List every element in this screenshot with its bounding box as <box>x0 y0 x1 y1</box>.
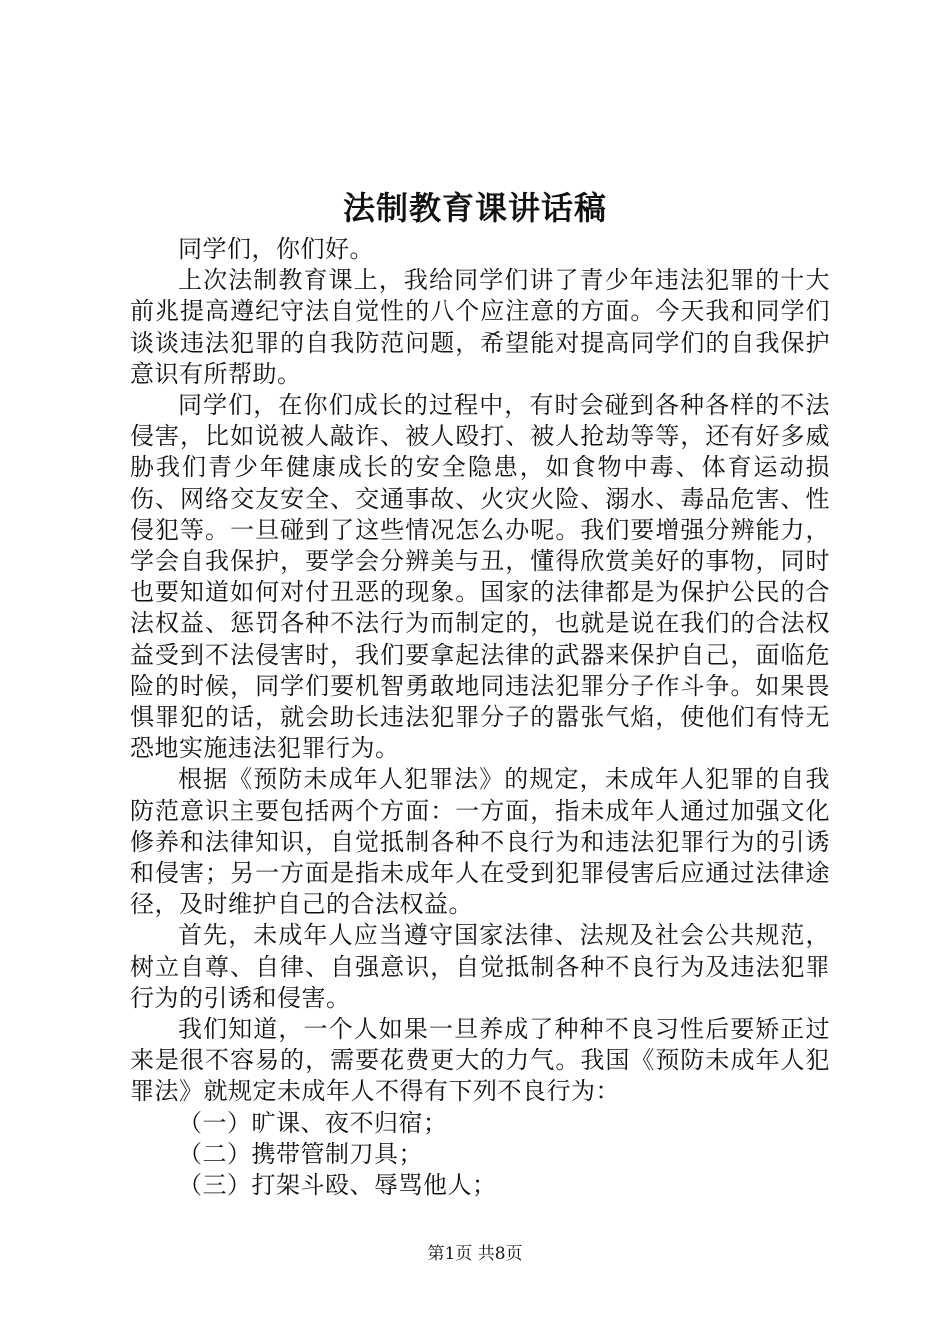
paragraph: 上次法制教育课上，我给同学们讲了青少年违法犯罪的十大前兆提高遵纪守法自觉性的八个应注意的方面。今天我和同学们谈谈违法犯罪的自我防范问题，希望能对提高同学们的自我保护意识有所帮助。 <box>130 266 830 388</box>
paragraph-greeting: 同学们，你们好。 <box>178 235 374 263</box>
paragraph: 首先，未成年人应当遵守国家法律、法规及社会公共规范，树立自尊、自律、自强意识，自觉抵制各种不良行为及违法犯罪行为的引诱和侵害。 <box>130 921 830 1012</box>
paragraph: 根据《预防未成年人犯罪法》的规定，未成年人犯罪的自我防范意识主要包括两个方面：一方面，指未成年人通过加强文化修养和法律知识，自觉抵制各种不良行为和违法犯罪行为的引诱和侵害；另一方面是指未成年人在受到犯罪侵害后应通过法律途径，及时维护自己的合法权益。 <box>130 765 830 919</box>
paragraph: 同学们，在你们成长的过程中，有时会碰到各种各样的不法侵害，比如说被人敲诈、被人殴打、被人抢劫等等，还有好多威胁我们青少年健康成长的安全隐患，如食物中毒、体育运动损伤、网络交友安全、交通事故、火灾火险、溺水、毒品危害、性侵犯等。一旦碰到了这些情况怎么办呢。我们要增强分辨能力，学会自我保护，要学会分辨美与丑，懂得欣赏美好的事物，同时也要知道如何对付丑恶的现象。国家的法律都是为保护公民的合法权益、惩罚各种不法行为而制定的，也就是说在我们的合法权益受到不法侵害时，我们要拿起法律的武器来保护自己，面临危险的时候，同学们要机智勇敢地同违法犯罪分子作斗争。如果畏惧罪犯的话，就会助长违法犯罪分子的嚣张气焰，使他们有恃无恐地实施违法犯罪行为。 <box>130 391 830 763</box>
page-footer: 第1页 共8页 <box>427 1244 523 1264</box>
list-item: （一）旷课、夜不归宿； <box>178 1108 448 1137</box>
paragraph: 我们知道，一个人如果一旦养成了种种不良习性后要矫正过来是很不容易的，需要花费更大的力气。我国《预防未成年人犯罪法》就规定未成年人不得有下列不良行为： <box>130 1015 830 1106</box>
document-title: 法制教育课讲话稿 <box>342 189 607 227</box>
list-item: （二）携带管制刀具； <box>178 1139 423 1168</box>
document-body <box>130 234 830 1201</box>
list-item: （三）打架斗殴、辱骂他人； <box>178 1171 497 1200</box>
